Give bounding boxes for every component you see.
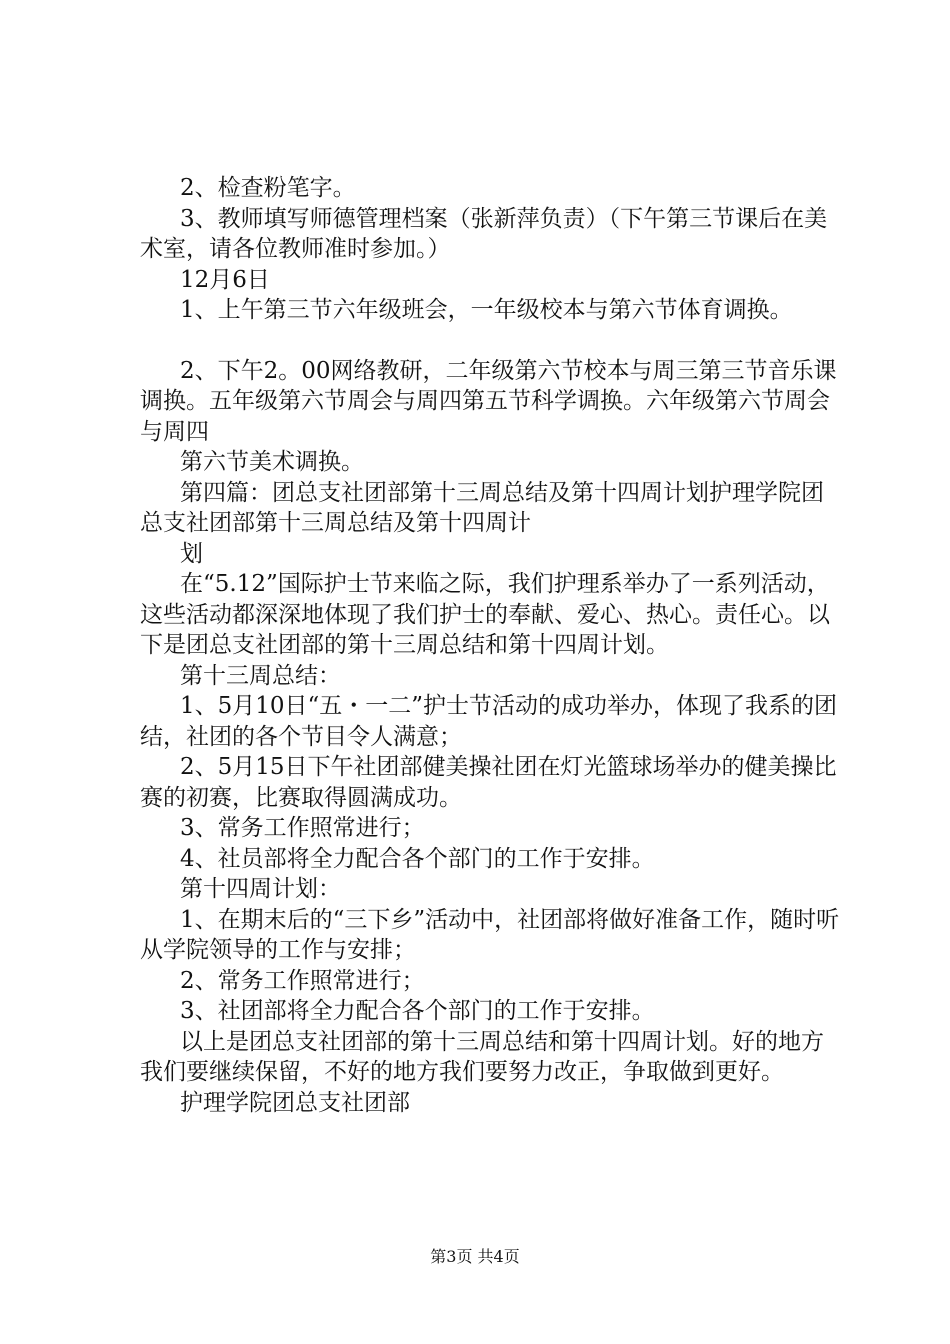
paragraph: 2、下午2。00网络教研，二年级第六节校本与周三第三节音乐课调换。五年级第六节周会与周四第五节科学调换。六年级第六节周会与周四 — [140, 357, 837, 445]
subheading: 第十三周总结： — [180, 662, 341, 689]
paragraph: 1、在期末后的“三下乡”活动中，社团部将做好准备工作，随时听从学院领导的工作与安排； — [140, 906, 840, 963]
paragraph: 第六节美术调换。 — [180, 449, 364, 475]
subheading: 第十四周计划： — [180, 876, 341, 902]
document-body — [140, 173, 840, 1118]
page-number: 第3页 共4页 — [430, 1247, 520, 1266]
paragraph: 2、常务工作照常进行； — [180, 967, 425, 994]
paragraph: 划 — [180, 540, 203, 567]
paragraph: 3、教师填写师德管理档案（张新萍负责）（下午第三节课后在美术室，请各位教师准时参加。） — [140, 205, 828, 262]
blank-line — [140, 326, 840, 356]
paragraph: 2、5月15日下午社团部健美操社团在灯光篮球场举办的健美操比赛的初赛，比赛取得圆满成功。 — [140, 754, 837, 811]
date-heading: 12月6日 — [180, 266, 270, 293]
section-heading: 第四篇：团总支社团部第十三周总结及第十四周计划护理学院团总支社团部第十三周总结及第十四周计 — [140, 479, 824, 536]
paragraph: 3、常务工作照常进行； — [180, 815, 425, 841]
paragraph: 在“5.12”国际护士节来临之际，我们护理系举办了一系列活动，这些活动都深深地体现了我们护士的奉献、爱心、热心。责任心。以下是团总支社团部的第十三周总结和第十四周计划。 — [140, 571, 830, 658]
signature-line: 护理学院团总支社团部 — [180, 1089, 410, 1116]
paragraph: 2、检查粉笔字。 — [180, 175, 356, 201]
paragraph: 1、5月10日“五・一二”护士节活动的成功举办，体现了我系的团结，社团的各个节目令人满意； — [140, 693, 838, 750]
paragraph: 4、社员部将全力配合各个部门的工作于安排。 — [180, 845, 655, 872]
paragraph: 1、上午第三节六年级班会，一年级校本与第六节体育调换。 — [180, 297, 793, 323]
paragraph: 3、社团部将全力配合各个部门的工作于安排。 — [180, 998, 655, 1024]
paragraph: 以上是团总支社团部的第十三周总结和第十四周计划。好的地方我们要继续保留，不好的地方我们要努力改正，争取做到更好。 — [140, 1028, 824, 1085]
